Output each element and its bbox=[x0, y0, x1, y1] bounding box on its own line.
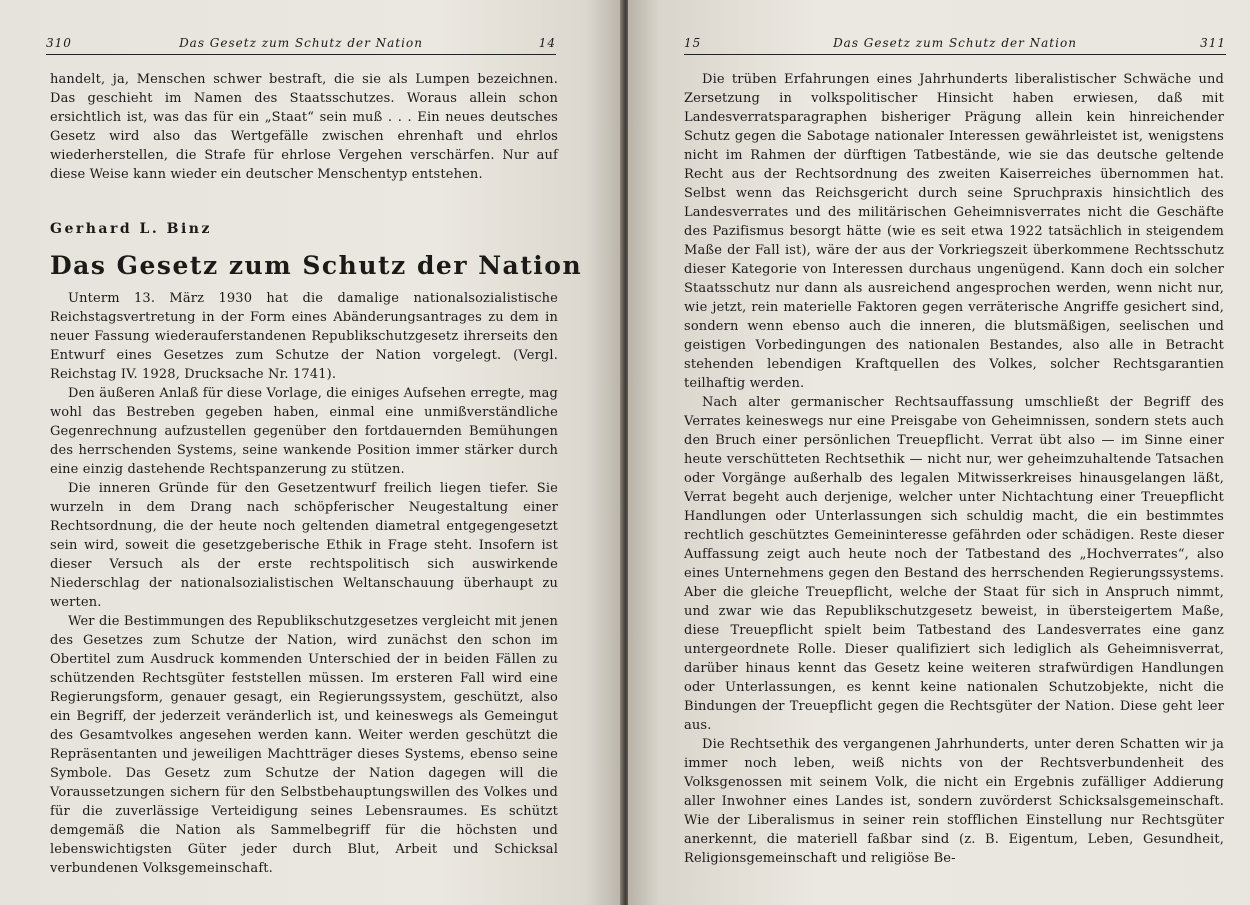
right-body-text bbox=[684, 70, 1224, 868]
left-page bbox=[0, 0, 623, 905]
article-title: Das Gesetz zum Schutz der Nation bbox=[50, 251, 583, 280]
paragraph: Den äußeren Anlaß für diese Vorlage, die einiges Aufsehen erregte, mag wohl das Bestreben gegeben haben, einmal eine unmißverständliche Gegenrechnung aufzustellen gegenüber den fortdauernden Bemühungen des herrschenden Systems, seine wankende Position immer stärker durch eine einzig dastehende Rechtspanzerung zu stützen. bbox=[50, 386, 558, 477]
left-section-number: 14 bbox=[538, 36, 556, 50]
paragraph: Die inneren Gründe für den Gesetzentwurf freilich liegen tiefer. Sie wurzeln in dem Drang nach schöpferischer Neugestaltung einer Rechtsordnung, die der heute noch geltenden diametral entgegengesetzt sein wird, soweit die gesetzgeberische Ethik in Frage steht. Insofern ist dieser Versuch als der erste rechtspolitisch sich auswirkende Niederschlag der nationalsozialistischen Weltanschauung überhaupt zu werten. bbox=[50, 481, 558, 610]
right-page-number: 311 bbox=[1200, 36, 1226, 50]
article-author: Gerhard L. Binz bbox=[50, 221, 212, 237]
right-running-header bbox=[684, 36, 1226, 55]
left-running-title: Das Gesetz zum Schutz der Nation bbox=[179, 36, 423, 50]
paragraph: handelt, ja, Menschen schwer bestraft, die sie als Lumpen bezeichnen. Das geschieht im Namen des Staatsschutzes. Woraus allein schon ersichtlich ist, was das für ein „Staat“ sein muß . . . Ein neues deutsches Gesetz wird also das Wertgefälle zwischen ehrenhaft und ehrlos wiederherstellen, die Strafe für ehrlose Vergehen verschärfen. Nur auf diese Weise kann wieder ein deutscher Menschentyp entstehen. bbox=[50, 72, 558, 182]
right-section-number: 15 bbox=[684, 36, 702, 50]
left-body-text bbox=[50, 70, 583, 878]
right-running-title: Das Gesetz zum Schutz der Nation bbox=[833, 36, 1077, 50]
paragraph: Unterm 13. März 1930 hat die damalige nationalsozialistische Reichstagsvertretung in der Form eines Abänderungsantrages zu dem in neuer Fassung wiederauferstandenen Republikschutzgesetz ihrerseits den Entwurf eines Gesetzes zum Schutze der Nation vorgelegt. (Vergl. Reichstag IV. 1928, Drucksache Nr. 1741). bbox=[50, 291, 558, 382]
paragraph: Wer die Bestimmungen des Republikschutzgesetzes vergleicht mit jenen des Gesetzes zum Schutze der Nation, wird zunächst den schon im Obertitel zum Ausdruck kommenden Unterschied der in beiden Fällen zu schützenden Rechtsgüter feststellen müssen. Im ersteren Fall wird eine Regierungsform, genauer gesagt, ein Regierungssystem, geschützt, also ein Begriff, der jederzeit veränderlich ist, und keineswegs als Gemeingut des Gesamtvolkes angesehen werden kann. Weiter werden geschützt die Repräsentanten und jeweiligen Machtträger dieses Systems, ebenso seine Symbole. Das Gesetz zum Schutze der Nation dagegen will die Voraussetzungen sichern für den Selbstbehauptungswillen des Volkes und für die zuverlässige Verteidigung seines Lebensraumes. Es schützt demgemäß die Nation als Sammelbegriff für die höchsten und lebenswichtigsten Güter jeder durch Blut, Arbeit und Schicksal verbundenen Volksgemeinschaft. bbox=[50, 614, 558, 876]
paragraph: Nach alter germanischer Rechtsauffassung umschließt der Begriff des Verrates keineswegs nur eine Preisgabe von Geheimnissen, sondern stets auch den Bruch einer persönlichen Treuepflicht. Verrat übt also — im Sinne einer heute verschütteten Rechtsethik — nicht nur, wer geheimzuhaltende Tatsachen oder Vorgänge außerhalb des legalen Mitwisserkreises hinausgelangen läßt, Verrat begeht auch derjenige, welcher unter Nichtachtung einer Treuepflicht Handlungen oder Unterlassungen sich schuldig macht, die ein bestimmtes rechtlich geschütztes Gemeininteresse gefährden oder schädigen. Reste dieser Auffassung zeigt auch heute noch der Tatbestand des „Hochverrates“, also eines Unternehmens gegen den Bestand des herrschenden Regierungssystems. Aber die gleiche Treuepflicht, welche der Staat für sich in Anspruch nimmt, und zwar wie das Republikschutzgesetz beweist, in übersteigertem Maße, diese Treuepflicht spielt beim Tatbestand des Landesverrates eine ganz untergeordnete Rolle. Dieser qualifiziert sich lediglich als Geheimnisverrat, darüber hinaus kennt das Gesetz keine weiteren strafwürdigen Handlungen oder Unterlassungen, es kennt keine nationalen Schutzobjekte, nicht die Bindungen der Treuepflicht gegen die Rechtsgüter der Nation. Diese geht leer aus. bbox=[684, 395, 1224, 733]
right-page bbox=[628, 0, 1250, 905]
paragraph: Die Rechtsethik des vergangenen Jahrhunderts, unter deren Schatten wir ja immer noch leben, weiß nichts von der Rechtsverbundenheit des Volksgenossen mit seinem Volk, die nicht ein Ergebnis zufälliger Addierung aller Inwohner eines Landes ist, sondern zuvörderst Schicksalsgemeinschaft. Wie der Liberalismus in seiner rein stofflichen Einstellung nur Rechtsgüter anerkennt, die materiell faßbar sind (z. B. Eigentum, Leben, Gesundheit, Religionsgemeinschaft und religiöse Be- bbox=[684, 737, 1224, 866]
paragraph: Die trüben Erfahrungen eines Jahrhunderts liberalistischer Schwäche und Zersetzung in volkspolitischer Hinsicht haben erwiesen, daß mit Landesverratsparagraphen bisheriger Prägung allein kein hinreichender Schutz gegen die Sabotage nationaler Interessen gewährleistet ist, wenigstens nicht im Rahmen der dürftigen Tatbestände, wie sie das deutsche geltende Recht aus der Rechtsordnung des zweiten Kaiserreiches übernommen hat. Selbst wenn das Reichsgericht durch seine Spruchpraxis hinsichtlich des Landesverrates und des militärischen Geheimnisverrates nicht die Geschäfte des Pazifismus besorgt hätte (wie es seit etwa 1922 tatsächlich in steigendem Maße der Fall ist), wäre der aus der Vorkriegszeit überkommene Rechtsschutz dieser Kategorie von Interessen durchaus ungenügend. Kann doch ein solcher Staatsschutz nur dann als ausreichend angesprochen werden, wenn nicht nur, wie jetzt, rein materielle Faktoren gegen verräterische Angriffe gesichert sind, sondern wenn ebenso auch die inneren, die blutsmäßigen, seelischen und geistigen Vorbedingungen des nationalen Bestandes, also alle in Betracht stehenden lebendigen Kraftquellen des Volkes, solcher Rechtsgarantien teilhaftig werden. bbox=[684, 72, 1224, 391]
left-page-number: 310 bbox=[46, 36, 72, 50]
left-running-header bbox=[46, 36, 556, 55]
